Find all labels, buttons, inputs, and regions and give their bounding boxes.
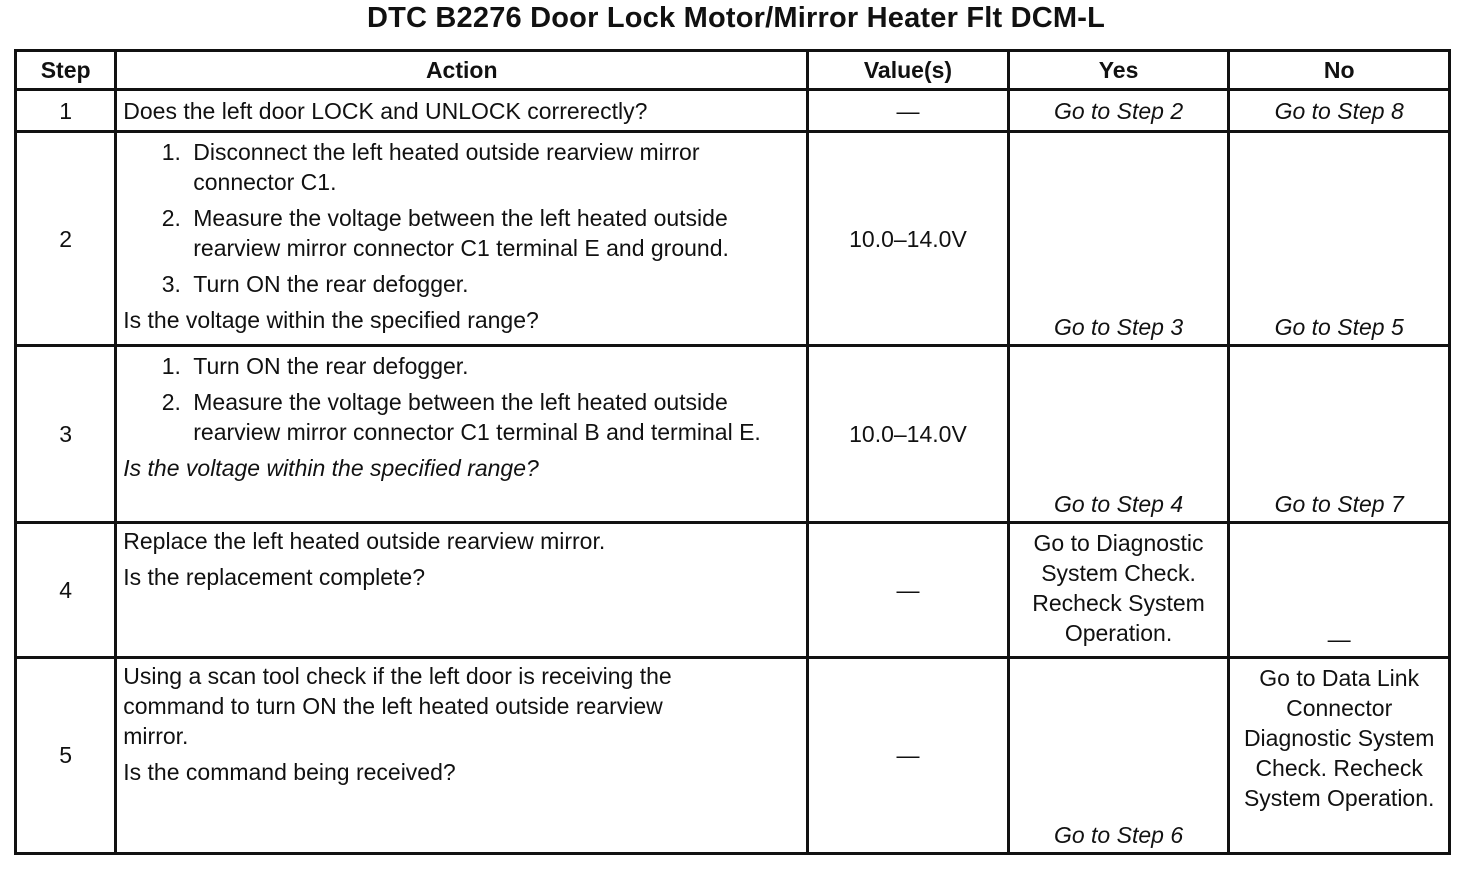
yes-cell: Go to Diagnostic System Check. Recheck System Operation.	[1008, 522, 1229, 657]
no-cell: —	[1229, 522, 1450, 657]
action-question: Is the voltage within the specified range?	[123, 307, 539, 334]
table-row	[16, 90, 1450, 132]
yes-cell: Go to Step 6	[1008, 657, 1229, 853]
header-yes: Yes	[1008, 51, 1229, 90]
action-cell	[116, 90, 808, 132]
step-number: 1	[16, 90, 116, 132]
yes-cell: Go to Step 3	[1008, 132, 1229, 346]
no-cell: Go to Step 5	[1229, 132, 1450, 346]
value-cell: 10.0–14.0V	[808, 132, 1009, 346]
page-title: DTC B2276 Door Lock Motor/Mirror Heater Flt DCM-L	[366, 2, 1106, 34]
action-question: Is the command being received?	[123, 758, 456, 785]
step-number: 3	[16, 346, 116, 522]
header-step: Step	[16, 51, 116, 90]
step-number: 4	[16, 522, 116, 657]
table-row	[16, 346, 1450, 522]
table-row	[16, 522, 1450, 657]
yes-cell: Go to Step 2	[1008, 90, 1229, 132]
table-row	[16, 132, 1450, 346]
action-cell	[116, 657, 808, 853]
action-question: Is the replacement complete?	[123, 563, 425, 590]
action-cell	[116, 522, 808, 657]
value-cell: —	[808, 522, 1009, 657]
no-cell: Go to Step 8	[1229, 90, 1450, 132]
step-number: 2	[16, 132, 116, 346]
action-question: Is the voltage within the specified range?	[123, 455, 539, 482]
step-number: 5	[16, 657, 116, 853]
action-steps	[123, 137, 800, 299]
header-action: Action	[116, 51, 808, 90]
diagnostic-table	[14, 49, 1451, 855]
header-no: No	[1229, 51, 1450, 90]
action-cell	[116, 346, 808, 522]
action-instruction: Replace the left heated outside rearview mirror.	[123, 527, 606, 554]
action-question: Does the left door LOCK and UNLOCK correrectly?	[123, 97, 648, 124]
action-step-item: 1. Turn ON the rear defogger.	[187, 351, 800, 381]
value-cell: 10.0–14.0V	[808, 346, 1009, 522]
yes-cell: Go to Step 4	[1008, 346, 1229, 522]
value-cell: —	[808, 657, 1009, 853]
action-step-item: 2. Measure the voltage between the left heated outside rearview mirror connector C1 terminal B and terminal E.	[187, 387, 800, 447]
no-cell: Go to Data Link Connector Diagnostic System Check. Recheck System Operation.	[1229, 657, 1450, 853]
value-cell: —	[808, 90, 1009, 132]
action-step-item: 2. Measure the voltage between the left heated outside rearview mirror connector C1 terminal E and ground.	[187, 203, 800, 263]
header-values: Value(s)	[808, 51, 1009, 90]
table-row	[16, 657, 1450, 853]
action-steps	[123, 351, 800, 447]
action-step-item: 1. Disconnect the left heated outside rearview mirror connector C1.	[187, 137, 800, 197]
no-cell: Go to Step 7	[1229, 346, 1450, 522]
action-cell	[116, 132, 808, 346]
action-step-item: 3. Turn ON the rear defogger.	[187, 269, 800, 299]
table-header-row	[16, 51, 1450, 90]
action-instruction: Using a scan tool check if the left door is receiving the command to turn ON the left heated outside rearview mirror.	[123, 662, 672, 749]
